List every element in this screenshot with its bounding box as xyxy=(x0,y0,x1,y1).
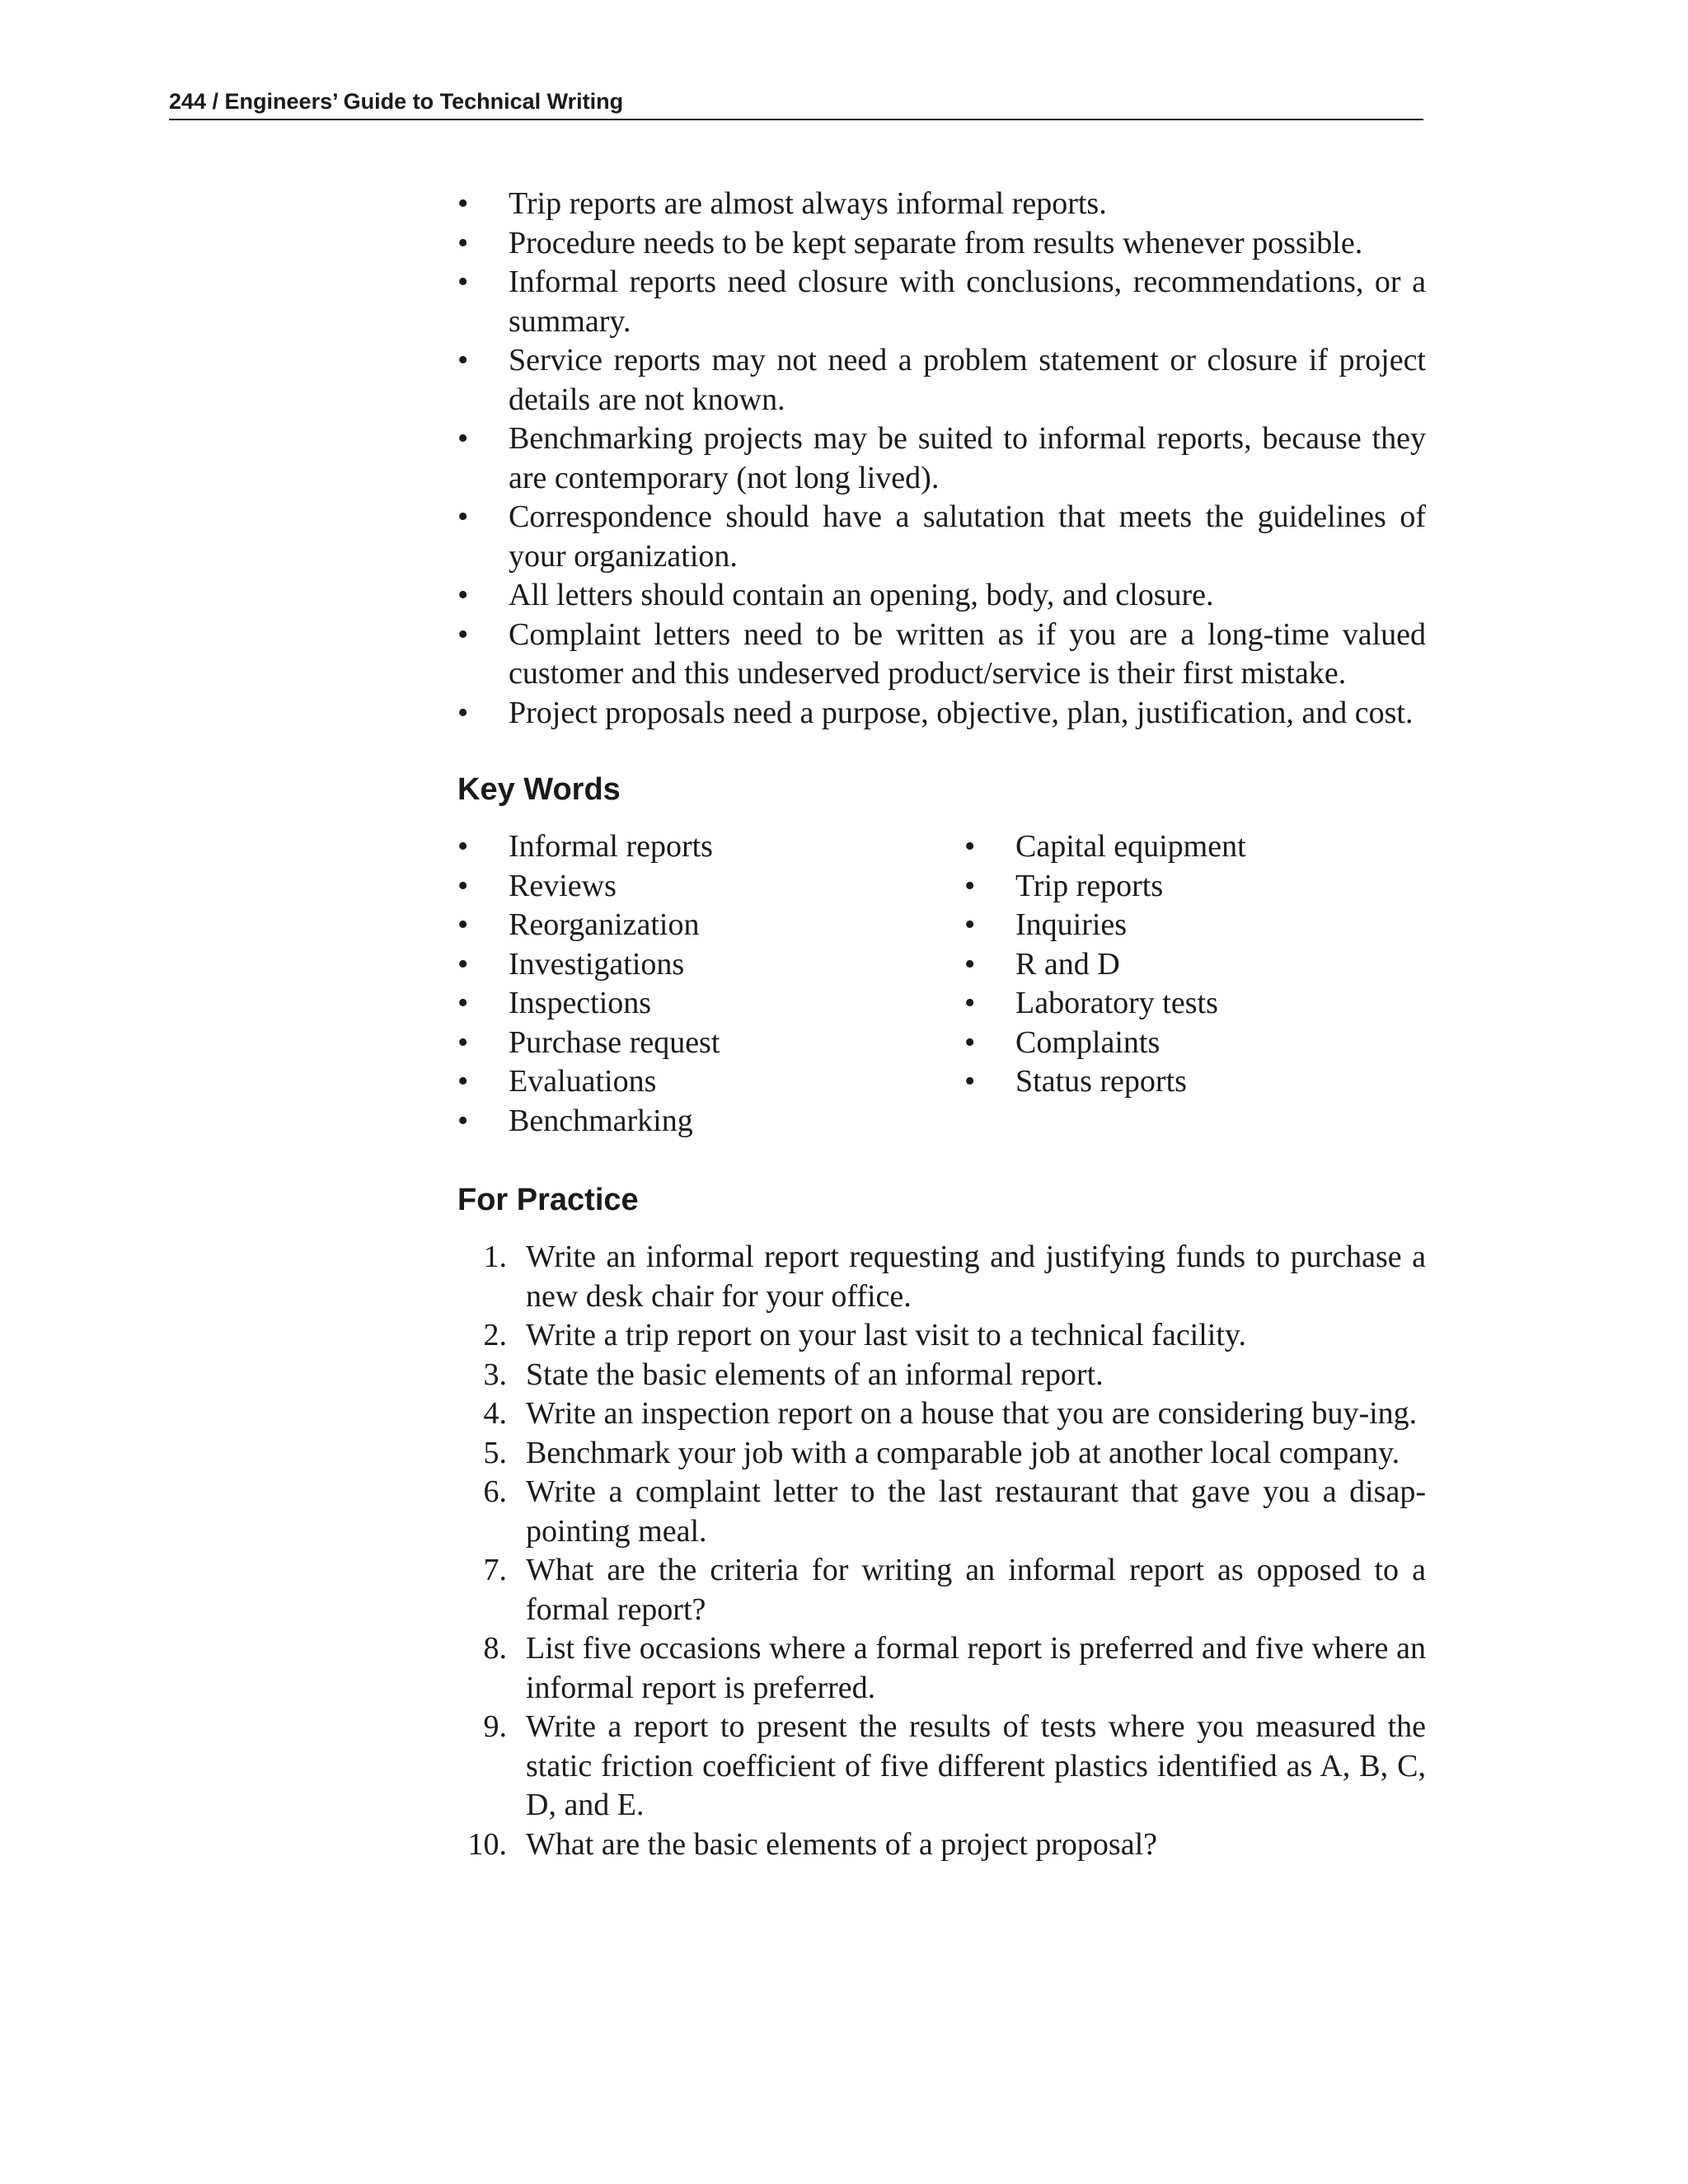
bullet-glyph: • xyxy=(457,946,469,982)
bullet-glyph: • xyxy=(457,265,469,299)
practice-item-text: List five occasions where a formal report is preferred and five where an informal report is preferred. xyxy=(526,1631,1426,1705)
practice-item-number: 6. xyxy=(483,1474,507,1509)
practice-item-text: Write an inspection report on a house that you are considering buy-ing. xyxy=(526,1396,1418,1431)
key-word-text: Status reports xyxy=(1015,1064,1187,1099)
summary-bullet-list xyxy=(457,185,1426,733)
bullet-glyph: • xyxy=(457,868,469,903)
bullet-glyph: • xyxy=(457,1103,469,1138)
summary-bullet-text: Procedure needs to be kept separate from results whenever possible. xyxy=(509,225,1363,260)
bullet-glyph: • xyxy=(457,499,469,534)
practice-item-text: Write a complaint letter to the last restaurant that gave you a disap-pointing meal. xyxy=(526,1474,1426,1549)
bullet-glyph: • xyxy=(457,986,469,1020)
bullet-glyph: • xyxy=(457,1024,469,1060)
key-word-text: Reorganization xyxy=(509,907,700,942)
key-word-item xyxy=(964,945,1426,985)
key-word-item xyxy=(964,906,1426,945)
key-word-item xyxy=(457,945,964,985)
practice-item xyxy=(457,1316,1426,1356)
summary-bullet-text: Informal reports need closure with conclusions, recommendations, or a summary. xyxy=(509,265,1426,339)
key-word-item xyxy=(964,867,1426,907)
key-words-right-column xyxy=(964,827,1426,1141)
key-word-item xyxy=(964,1062,1426,1102)
bullet-glyph: • xyxy=(457,1064,469,1099)
key-word-item xyxy=(457,1062,964,1102)
bullet-glyph: • xyxy=(457,616,469,652)
practice-item-number: 1. xyxy=(483,1240,507,1274)
practice-item xyxy=(457,1825,1426,1865)
summary-bullet-text: Benchmarking projects may be suited to informal reports, because they are contemporary (not long lived). xyxy=(509,421,1426,495)
practice-item-text: Benchmark your job with a comparable job at another local company. xyxy=(526,1435,1400,1470)
key-words-heading: Key Words xyxy=(457,772,621,807)
practice-item xyxy=(457,1473,1426,1551)
summary-bullet-text: Correspondence should have a salutation that meets the guidelines of your organization. xyxy=(509,499,1426,574)
summary-bullet xyxy=(457,498,1426,576)
practice-item-number: 10. xyxy=(467,1826,507,1862)
key-word-item xyxy=(964,827,1426,867)
summary-bullet-text: Service reports may not need a problem statement or closure if project details are not known. xyxy=(509,343,1426,417)
bullet-glyph: • xyxy=(964,1024,976,1060)
practice-item-text: What are the criteria for writing an informal report as opposed to a formal report? xyxy=(526,1553,1426,1627)
practice-item-text: Write a report to present the results of tests where you measured the static friction coefficient of five different plastics identified as A, B, C, D, and E. xyxy=(526,1709,1426,1822)
key-word-item xyxy=(457,867,964,907)
summary-bullet xyxy=(457,263,1426,341)
key-word-text: Capital equipment xyxy=(1015,829,1246,864)
key-word-text: Benchmarking xyxy=(509,1103,693,1138)
key-words-left-column xyxy=(457,827,964,1141)
summary-bullet-text: Trip reports are almost always informal reports. xyxy=(509,186,1107,221)
bullet-glyph: • xyxy=(964,829,976,864)
key-word-item xyxy=(457,1024,964,1063)
practice-list xyxy=(457,1238,1426,1864)
key-word-text: Informal reports xyxy=(509,829,713,864)
practice-item-number: 4. xyxy=(483,1396,507,1431)
key-word-text: Trip reports xyxy=(1015,868,1164,903)
key-word-text: Inspections xyxy=(509,986,652,1020)
summary-bullet-text: Complaint letters need to be written as if you are a long-time valued customer and this undeserved product/service is their first mistake. xyxy=(509,616,1426,691)
key-word-item xyxy=(457,827,964,867)
key-word-text: Reviews xyxy=(509,868,617,903)
bullet-glyph: • xyxy=(964,986,976,1020)
practice-item-number: 8. xyxy=(483,1631,507,1666)
bullet-glyph: • xyxy=(457,343,469,377)
practice-item-number: 7. xyxy=(483,1553,507,1587)
bullet-glyph: • xyxy=(457,421,469,456)
bullet-glyph: • xyxy=(457,829,469,864)
key-word-text: Laboratory tests xyxy=(1015,986,1218,1020)
for-practice-heading: For Practice xyxy=(457,1183,639,1217)
practice-item-number: 5. xyxy=(483,1435,507,1470)
practice-item-number: 9. xyxy=(483,1709,507,1744)
key-word-text: R and D xyxy=(1015,946,1120,982)
key-word-item xyxy=(457,984,964,1024)
practice-item-text: Write an informal report requesting and justifying funds to purchase a new desk chair for your office. xyxy=(526,1240,1426,1314)
summary-bullet xyxy=(457,185,1426,224)
bullet-glyph: • xyxy=(457,225,469,260)
summary-bullet xyxy=(457,616,1426,694)
practice-item xyxy=(457,1238,1426,1316)
key-word-item xyxy=(964,984,1426,1024)
key-words-columns xyxy=(457,827,1426,1141)
bullet-glyph: • xyxy=(964,1064,976,1099)
key-word-text: Inquiries xyxy=(1015,907,1128,942)
summary-bullet xyxy=(457,224,1426,264)
summary-bullet xyxy=(457,694,1426,733)
summary-bullet xyxy=(457,419,1426,498)
practice-item xyxy=(457,1434,1426,1474)
practice-item xyxy=(457,1551,1426,1629)
practice-item xyxy=(457,1356,1426,1395)
key-word-text: Complaints xyxy=(1015,1024,1160,1060)
key-word-item xyxy=(457,906,964,945)
key-word-text: Purchase request xyxy=(509,1024,720,1060)
summary-bullet xyxy=(457,341,1426,419)
bullet-glyph: • xyxy=(457,186,469,221)
bullet-glyph: • xyxy=(457,578,469,612)
key-word-item xyxy=(964,1024,1426,1063)
practice-item-text: State the basic elements of an informal report. xyxy=(526,1357,1104,1392)
key-word-text: Investigations xyxy=(509,946,685,982)
summary-bullet xyxy=(457,576,1426,616)
bullet-glyph: • xyxy=(964,907,976,942)
running-head: 244 / Engineers’ Guide to Technical Writing xyxy=(169,82,1423,120)
practice-item-text: Write a trip report on your last visit to a technical facility. xyxy=(526,1318,1246,1352)
key-word-item xyxy=(457,1102,964,1141)
practice-item xyxy=(457,1394,1426,1434)
bullet-glyph: • xyxy=(964,946,976,982)
practice-item xyxy=(457,1629,1426,1708)
page-body xyxy=(457,185,1426,1864)
practice-item-number: 3. xyxy=(483,1357,507,1392)
practice-item-number: 2. xyxy=(483,1318,507,1352)
practice-item-text: What are the basic elements of a project proposal? xyxy=(526,1826,1157,1862)
bullet-glyph: • xyxy=(964,868,976,903)
bullet-glyph: • xyxy=(457,907,469,942)
summary-bullet-text: Project proposals need a purpose, objective, plan, justification, and cost. xyxy=(509,695,1414,730)
key-word-text: Evaluations xyxy=(509,1064,657,1099)
practice-item xyxy=(457,1708,1426,1825)
summary-bullet-text: All letters should contain an opening, body, and closure. xyxy=(509,578,1214,612)
bullet-glyph: • xyxy=(457,695,469,730)
